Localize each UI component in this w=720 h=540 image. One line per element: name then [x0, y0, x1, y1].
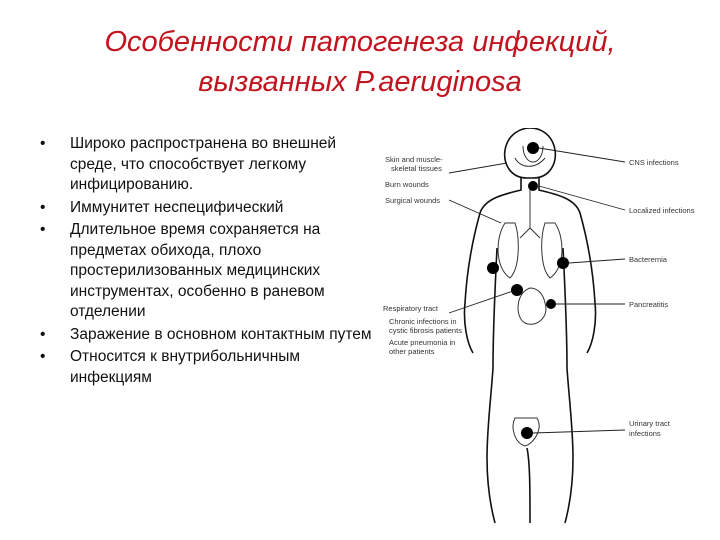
bullet-item — [38, 220, 378, 323]
label-cns: CNS infections — [629, 158, 679, 167]
bullet-text: Иммунитет неспецифический — [70, 198, 284, 216]
label-urinary-1: Urinary tract — [629, 419, 670, 428]
title-line-1: Особенности патогенеза инфекций, — [104, 26, 616, 58]
bullet-marker: • — [40, 348, 46, 365]
connector-urinary — [533, 430, 625, 433]
label-burn-wounds: Burn wounds — [385, 180, 429, 189]
site-skin — [487, 262, 499, 274]
site-localized — [528, 181, 538, 191]
bullet-marker: • — [40, 135, 46, 152]
connector-bacteremia — [569, 259, 625, 263]
infection-sites — [487, 142, 569, 439]
infection-sites-diagram — [375, 128, 715, 528]
bullet-item — [38, 325, 378, 346]
bullet-marker: • — [40, 325, 46, 343]
label-surgical-wounds: Surgical wounds — [385, 196, 441, 205]
bullet-text: Длительное время сохраняется на предметах обихода, плохо простерилизованных медицинских инструментах, особенно в раневом отделении — [70, 221, 325, 320]
label-localized: Localized infections — [629, 206, 695, 215]
bullet-list — [38, 134, 378, 390]
bullet-text: Заражение в основном контактным путем — [70, 325, 372, 343]
bullet-text: Относится к внутрибольничным инфекциям — [70, 348, 301, 386]
label-bacteremia: Bacteremia — [629, 255, 667, 264]
label-urinary-2: infections — [629, 429, 661, 438]
site-urinary — [521, 427, 533, 439]
label-respiratory-4: Acute pneumonia in — [389, 338, 456, 347]
title-line-2: вызванных P.aeruginosa — [198, 66, 522, 98]
label-respiratory-1: Respiratory tract — [383, 304, 439, 313]
connector-localized — [539, 186, 625, 210]
label-skin-1: Skin and muscle- — [385, 155, 443, 164]
label-skin-2: skeletal tissues — [391, 164, 442, 173]
site-cns — [527, 142, 539, 154]
label-respiratory-3: cystic fibrosis patients — [389, 326, 462, 335]
bullet-item — [38, 134, 378, 196]
label-pancreatitis: Pancreatitis — [629, 300, 669, 309]
bullet-marker: • — [40, 198, 46, 216]
slide-title — [40, 22, 680, 102]
connector-respiratory — [449, 291, 513, 313]
bullet-marker: • — [40, 221, 46, 238]
bullet-item — [38, 198, 378, 219]
connector-wounds — [449, 200, 501, 223]
bullet-text: Широко распространена во внешней среде, что способствует легкому инфицированию. — [70, 135, 337, 193]
site-bacteremia — [557, 257, 569, 269]
connector-cns — [539, 148, 625, 162]
bullet-item — [38, 347, 378, 388]
connector-skin-head — [449, 163, 507, 173]
site-pancreas — [546, 299, 556, 309]
label-respiratory-2: Chronic infections in — [389, 317, 457, 326]
label-respiratory-5: other patients — [389, 347, 435, 356]
internal-organs — [498, 146, 562, 446]
site-respiratory — [511, 284, 523, 296]
